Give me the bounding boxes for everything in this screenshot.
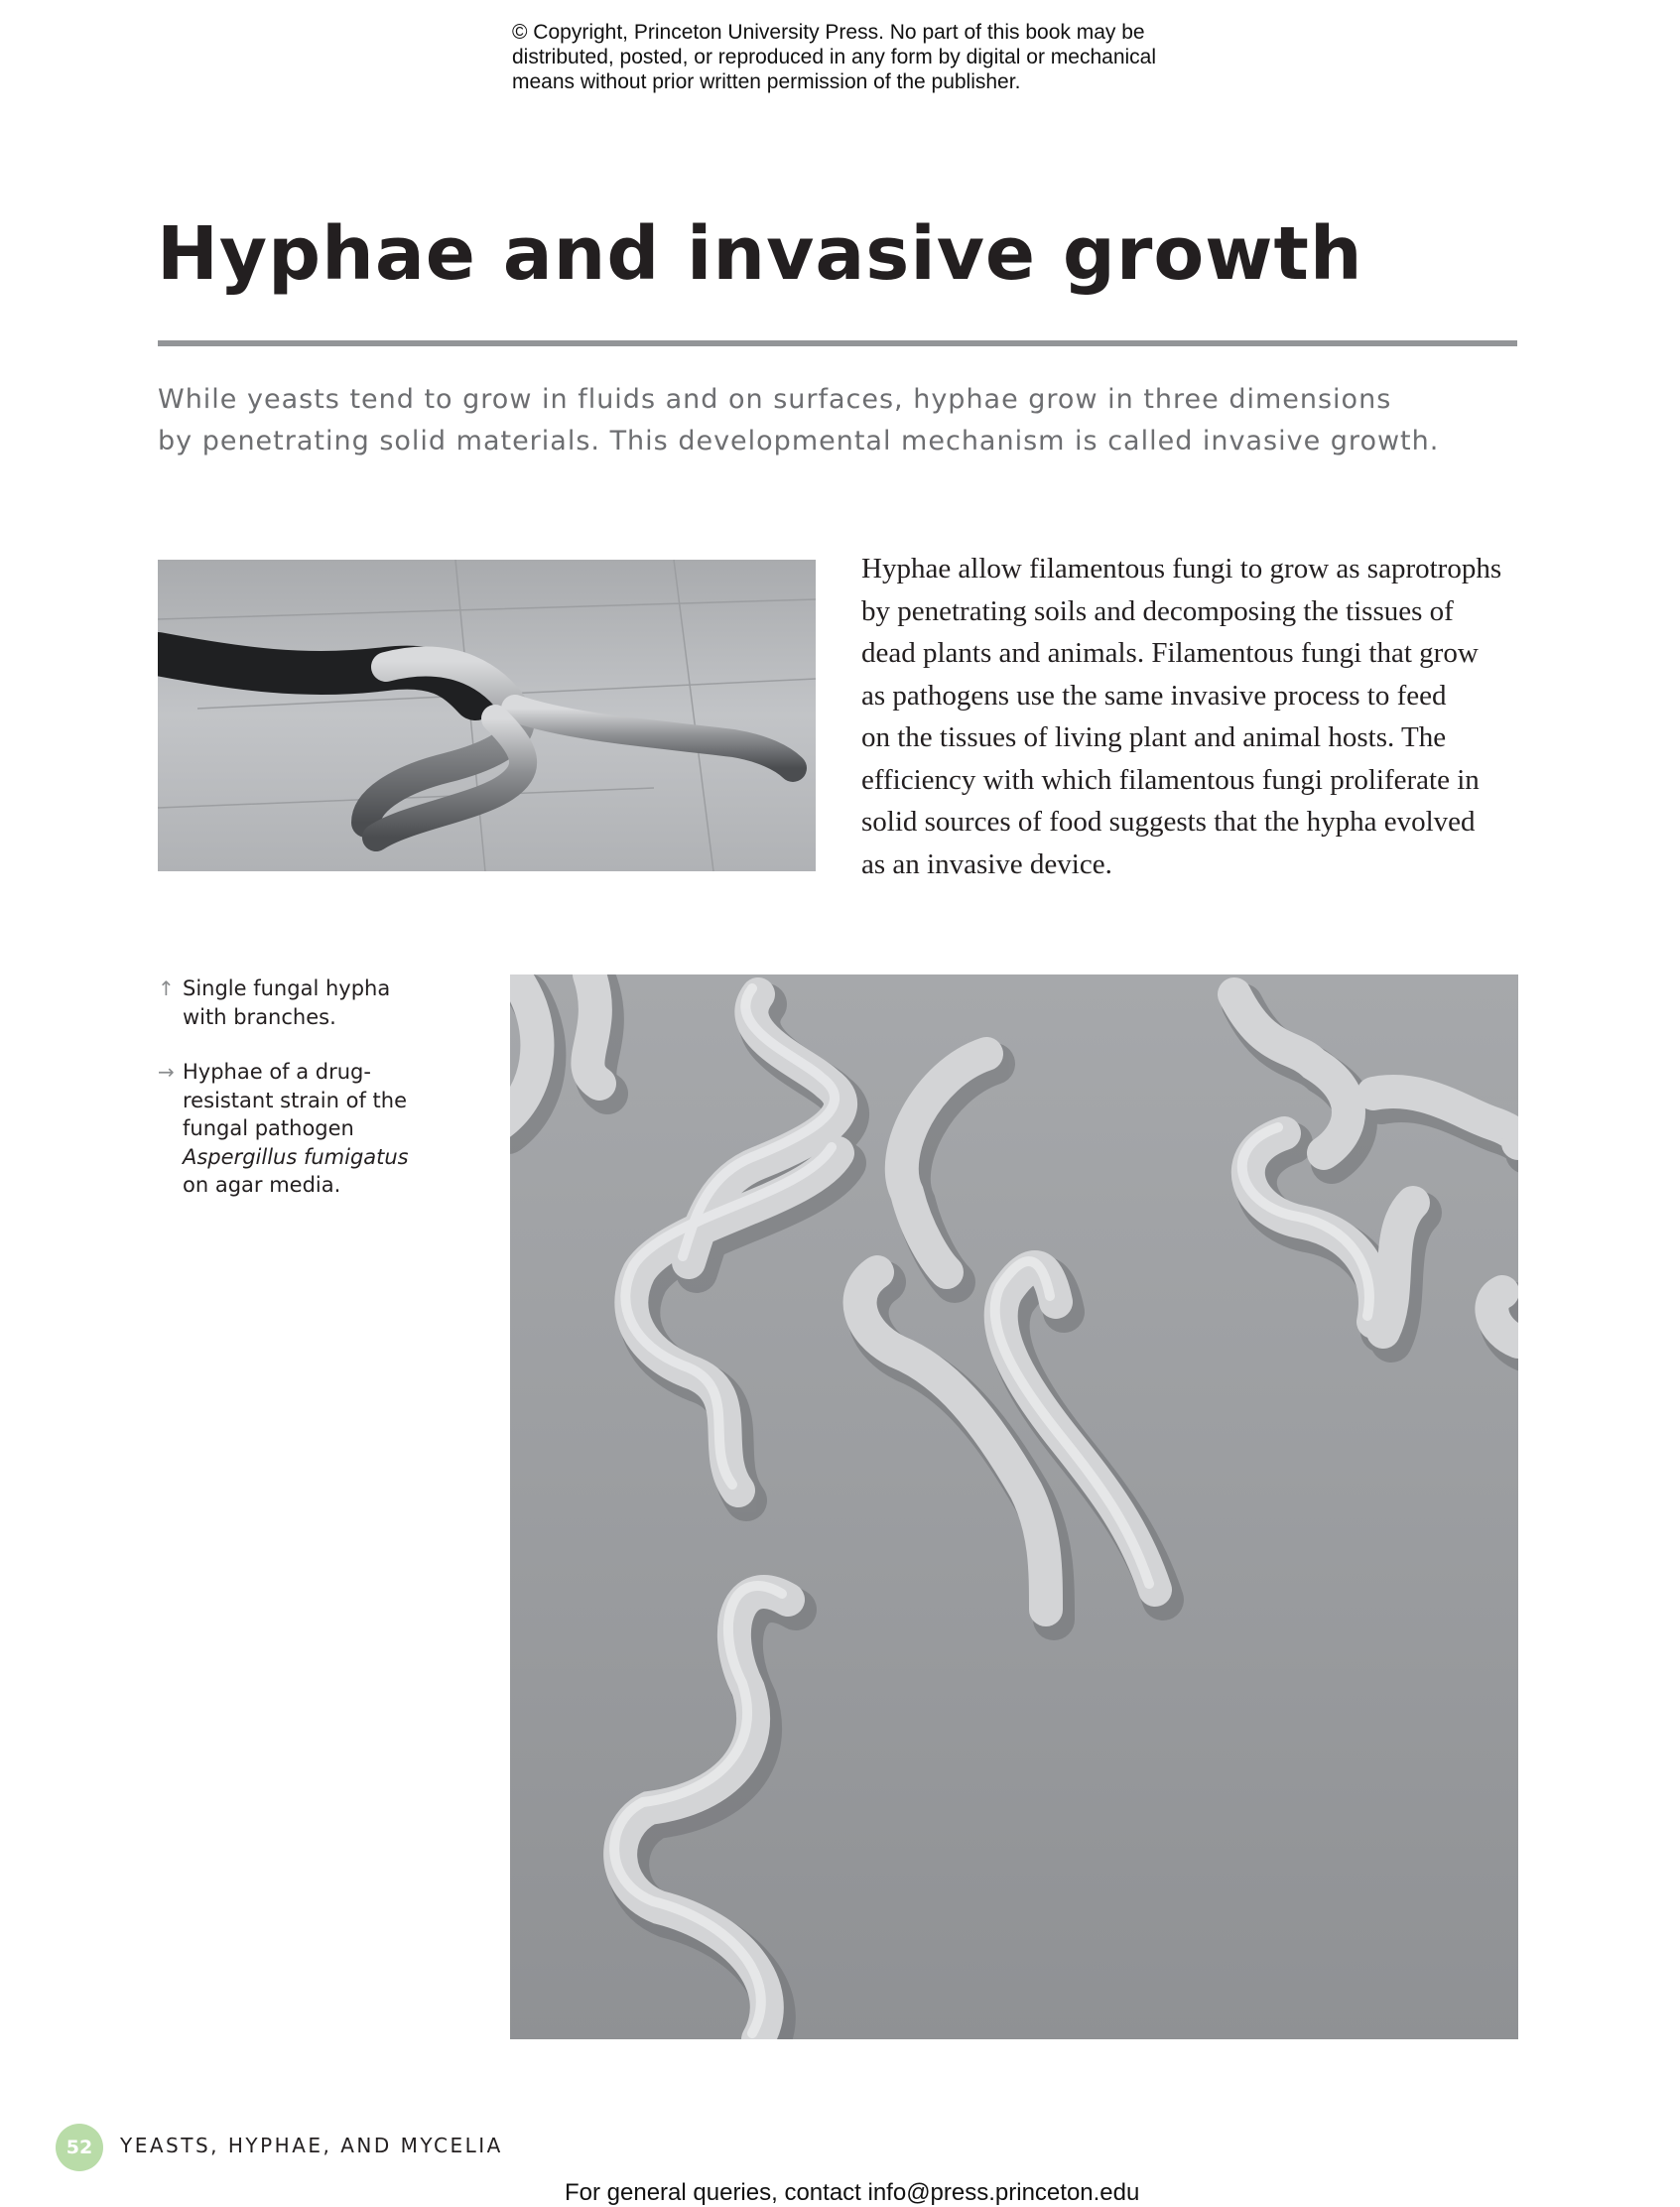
copyright-notice	[512, 20, 1266, 94]
page-title: Hyphae and invasive growth	[157, 211, 1363, 297]
caption-line: resistant strain of the	[183, 1088, 408, 1112]
body-line: as an invasive device.	[861, 847, 1112, 880]
aspergillus-hyphae-micrograph	[510, 974, 1518, 2039]
single-hypha-micrograph	[158, 560, 816, 871]
copyright-line: © Copyright, Princeton University Press. No part of this book may be	[512, 21, 1145, 44]
intro-line: by penetrating solid materials. This developmental mechanism is called invasive growth.	[158, 426, 1440, 456]
intro-line: While yeasts tend to grow in fluids and on surfaces, hyphae grow in three dimensions	[158, 384, 1392, 415]
copyright-line: distributed, posted, or reproduced in any form by digital or mechanical	[512, 46, 1157, 68]
running-head: YEASTS, HYPHAE, AND MYCELIA	[120, 2134, 503, 2157]
caption-aspergillus	[158, 1058, 485, 1200]
caption-single-hypha	[158, 974, 485, 1031]
contact-footer: For general queries, contact info@press.princeton.edu	[565, 2179, 1140, 2206]
caption-line: with branches.	[183, 1004, 336, 1029]
body-line: efficiency with which filamentous fungi proliferate in	[861, 763, 1480, 796]
body-line: by penetrating soils and decomposing the tissues of	[861, 594, 1454, 627]
intro-paragraph	[158, 379, 1527, 462]
up-arrow-icon: ↑	[158, 976, 175, 1000]
title-rule	[158, 340, 1517, 346]
figure-captions	[158, 974, 485, 1227]
page-number-badge: 52	[56, 2124, 103, 2171]
body-line: solid sources of food suggests that the hypha evolved	[861, 806, 1476, 838]
caption-line: Single fungal hypha	[183, 976, 391, 1000]
caption-line: Hyphae of a drug-	[183, 1060, 371, 1084]
caption-species-name: Aspergillus fumigatus	[183, 1144, 409, 1169]
right-arrow-icon: →	[158, 1060, 175, 1084]
caption-line: fungal pathogen	[183, 1116, 354, 1140]
body-line: dead plants and animals. Filamentous fungi that grow	[861, 637, 1479, 669]
caption-line: on agar media.	[183, 1173, 341, 1197]
body-line: Hyphae allow filamentous fungi to grow as saprotrophs	[861, 553, 1502, 584]
body-line: as pathogens use the same invasive process to feed	[861, 679, 1447, 712]
body-line: on the tissues of living plant and animal hosts. The	[861, 721, 1447, 753]
copyright-line: means without prior written permission of the publisher.	[512, 70, 1021, 93]
body-paragraph	[861, 548, 1536, 885]
